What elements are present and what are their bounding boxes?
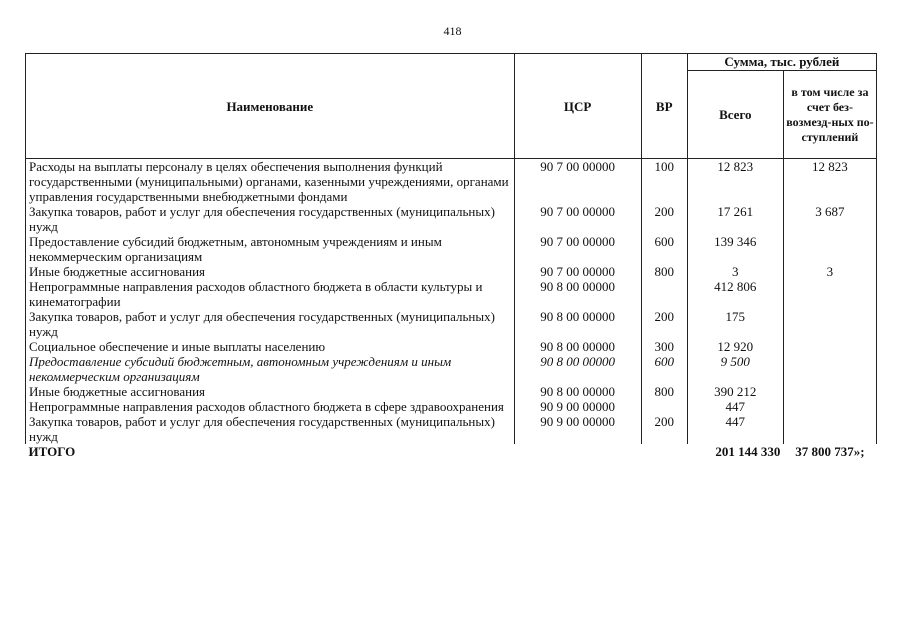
row-vr: 600 bbox=[641, 234, 687, 264]
row-vr: 100 bbox=[641, 159, 687, 205]
row-free: 12 823 bbox=[783, 159, 876, 205]
row-csr: 90 9 00 00000 bbox=[514, 399, 641, 414]
row-total: 139 346 bbox=[687, 234, 783, 264]
header-vr: ВР bbox=[641, 54, 687, 159]
row-name: Иные бюджетные ассигнования bbox=[26, 264, 515, 279]
row-vr bbox=[641, 399, 687, 414]
table-row bbox=[26, 204, 877, 234]
row-free bbox=[783, 414, 876, 444]
total-label: ИТОГО bbox=[28, 444, 76, 459]
row-free bbox=[783, 339, 876, 354]
table-row bbox=[26, 339, 877, 354]
table-row bbox=[26, 399, 877, 414]
row-total: 12 920 bbox=[687, 339, 783, 354]
row-vr: 600 bbox=[641, 354, 687, 384]
row-name: Закупка товаров, работ и услуг для обеспечения государственных (муниципальных) нужд bbox=[26, 414, 515, 444]
header-name: Наименование bbox=[26, 54, 515, 159]
table-row bbox=[26, 309, 877, 339]
header-csr: ЦСР bbox=[514, 54, 641, 159]
page-number: 418 bbox=[443, 24, 462, 38]
table-row bbox=[26, 279, 877, 309]
row-free bbox=[783, 279, 876, 309]
header-total: Всего bbox=[687, 71, 783, 159]
row-free: 3 bbox=[783, 264, 876, 279]
row-free bbox=[783, 234, 876, 264]
table-body bbox=[26, 159, 877, 445]
table-row bbox=[26, 264, 877, 279]
row-csr: 90 8 00 00000 bbox=[514, 354, 641, 384]
row-vr: 200 bbox=[641, 309, 687, 339]
total-free-amount: 37 800 737»; bbox=[795, 444, 865, 459]
row-total: 175 bbox=[687, 309, 783, 339]
total-vr-empty bbox=[641, 444, 687, 459]
row-vr: 800 bbox=[641, 264, 687, 279]
total-amount: 201 144 330 bbox=[715, 444, 781, 459]
row-total: 17 261 bbox=[687, 204, 783, 234]
row-vr: 200 bbox=[641, 414, 687, 444]
row-total: 447 bbox=[687, 399, 783, 414]
table-row bbox=[26, 234, 877, 264]
row-csr: 90 8 00 00000 bbox=[514, 309, 641, 339]
row-name: Расходы на выплаты персоналу в целях обеспечения выполнения функций государственными (муниципальными) органами, казенными учреждениями, органами управления государственными внебюджетными фондами bbox=[26, 159, 515, 205]
row-csr: 90 9 00 00000 bbox=[514, 414, 641, 444]
row-csr: 90 7 00 00000 bbox=[514, 204, 641, 234]
header-amount-group: Сумма, тыс. рублей bbox=[687, 54, 876, 71]
row-csr: 90 7 00 00000 bbox=[514, 159, 641, 205]
row-name: Предоставление субсидий бюджетным, автономным учреждениям и иным некоммерческим организациям bbox=[26, 234, 515, 264]
row-name: Иные бюджетные ассигнования bbox=[26, 384, 515, 399]
row-name: Непрограммные направления расходов областного бюджета в области культуры и кинематографии bbox=[26, 279, 515, 309]
total-csr-empty bbox=[514, 444, 641, 459]
row-csr: 90 8 00 00000 bbox=[514, 339, 641, 354]
row-free bbox=[783, 399, 876, 414]
total-row bbox=[26, 444, 877, 459]
row-name: Закупка товаров, работ и услуг для обеспечения государственных (муниципальных) нужд bbox=[26, 309, 515, 339]
row-name: Непрограммные направления расходов областного бюджета в сфере здравоохранения bbox=[26, 399, 515, 414]
row-total: 9 500 bbox=[687, 354, 783, 384]
table-row bbox=[26, 414, 877, 444]
budget-table bbox=[25, 53, 877, 459]
row-total: 447 bbox=[687, 414, 783, 444]
row-csr: 90 8 00 00000 bbox=[514, 279, 641, 309]
row-vr: 300 bbox=[641, 339, 687, 354]
row-free: 3 687 bbox=[783, 204, 876, 234]
table-row bbox=[26, 384, 877, 399]
row-vr: 200 bbox=[641, 204, 687, 234]
row-csr: 90 7 00 00000 bbox=[514, 264, 641, 279]
row-vr bbox=[641, 279, 687, 309]
table-row bbox=[26, 354, 877, 384]
row-total: 3 bbox=[687, 264, 783, 279]
row-csr: 90 7 00 00000 bbox=[514, 234, 641, 264]
row-vr: 800 bbox=[641, 384, 687, 399]
row-free bbox=[783, 354, 876, 384]
row-name: Социальное обеспечение и иные выплаты населению bbox=[26, 339, 515, 354]
row-total: 390 212 bbox=[687, 384, 783, 399]
row-total: 12 823 bbox=[687, 159, 783, 205]
table-header bbox=[26, 54, 877, 159]
row-name: Предоставление субсидий бюджетным, автономным учреждениям и иным некоммерческим организациям bbox=[26, 354, 515, 384]
row-free bbox=[783, 309, 876, 339]
table-row bbox=[26, 159, 877, 205]
row-name: Закупка товаров, работ и услуг для обеспечения государственных (муниципальных) нужд bbox=[26, 204, 515, 234]
header-in-part: в том числе за счет без-возмезд-ных по-ступлений bbox=[783, 71, 876, 159]
row-free bbox=[783, 384, 876, 399]
row-csr: 90 8 00 00000 bbox=[514, 384, 641, 399]
row-total: 412 806 bbox=[687, 279, 783, 309]
